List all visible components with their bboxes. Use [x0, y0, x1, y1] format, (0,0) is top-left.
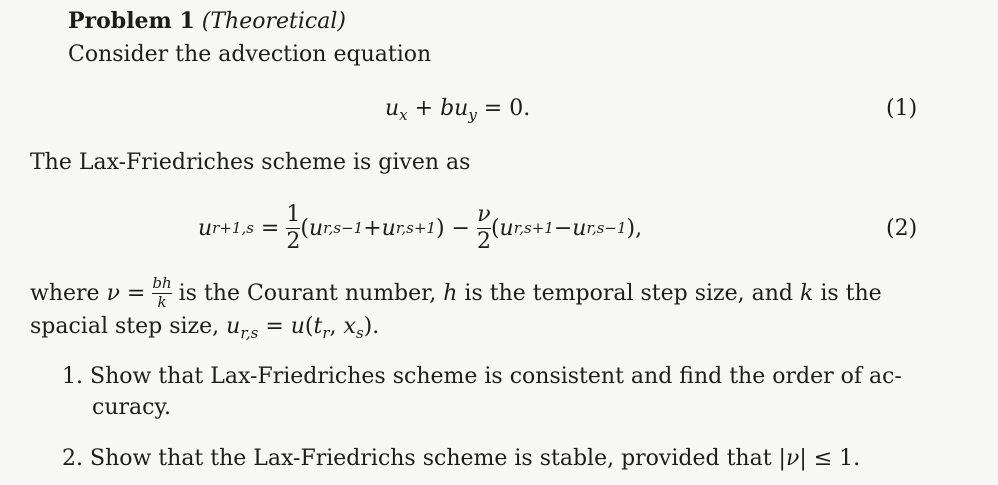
item-1-number: 1. [62, 364, 83, 389]
item-1-continuation: curacy. [92, 395, 171, 420]
item-1 [62, 364, 902, 389]
problem-type: (Theoretical) [201, 9, 346, 34]
where-line-2: spacial step size, $u_{r,s} = u(t_r$, $x_s$). [30, 314, 380, 342]
item-2: 2. Show that the Lax-Friedrichs scheme is stable, provided that |ν| ≤ 1. [62, 446, 861, 471]
is-the-text: is the [820, 280, 882, 306]
temporal-text: is the temporal step size, and [464, 280, 793, 306]
lax-friedriches-intro: The Lax-Friedriches scheme is given as [30, 150, 471, 175]
equation-2-number: (2) [886, 216, 918, 241]
problem-label: Problem 1 [68, 8, 195, 34]
equation-2: u r+1,s = $\frac{1}{2}$ ( u r,s−1 + u r,s+1 ) − $\frac{\nu}{2}$ ( u r,s+1 − u r,s−1 ), [198, 202, 643, 254]
equation-1: $u_x + bu_y = 0$. [385, 96, 531, 124]
where-word: where [30, 280, 100, 306]
equation-1-number: (1) [886, 96, 918, 121]
intro-text: Consider the advection equation [68, 42, 432, 67]
spacial-text: spacial step size, [30, 314, 220, 339]
item-2-number: 2. [62, 446, 83, 471]
where-line-1: where ν = $\frac{bh}{k}$ is the Courant number, h is the temporal step size, and k is the [30, 274, 882, 311]
item-2-text: Show that the Lax-Friedrichs scheme is stable, provided that [90, 446, 772, 471]
courant-text: is the Courant number, [178, 280, 437, 306]
problem-title [68, 8, 346, 34]
item-1-text: Show that Lax-Friedriches scheme is consistent and find the order of ac- [90, 364, 902, 389]
